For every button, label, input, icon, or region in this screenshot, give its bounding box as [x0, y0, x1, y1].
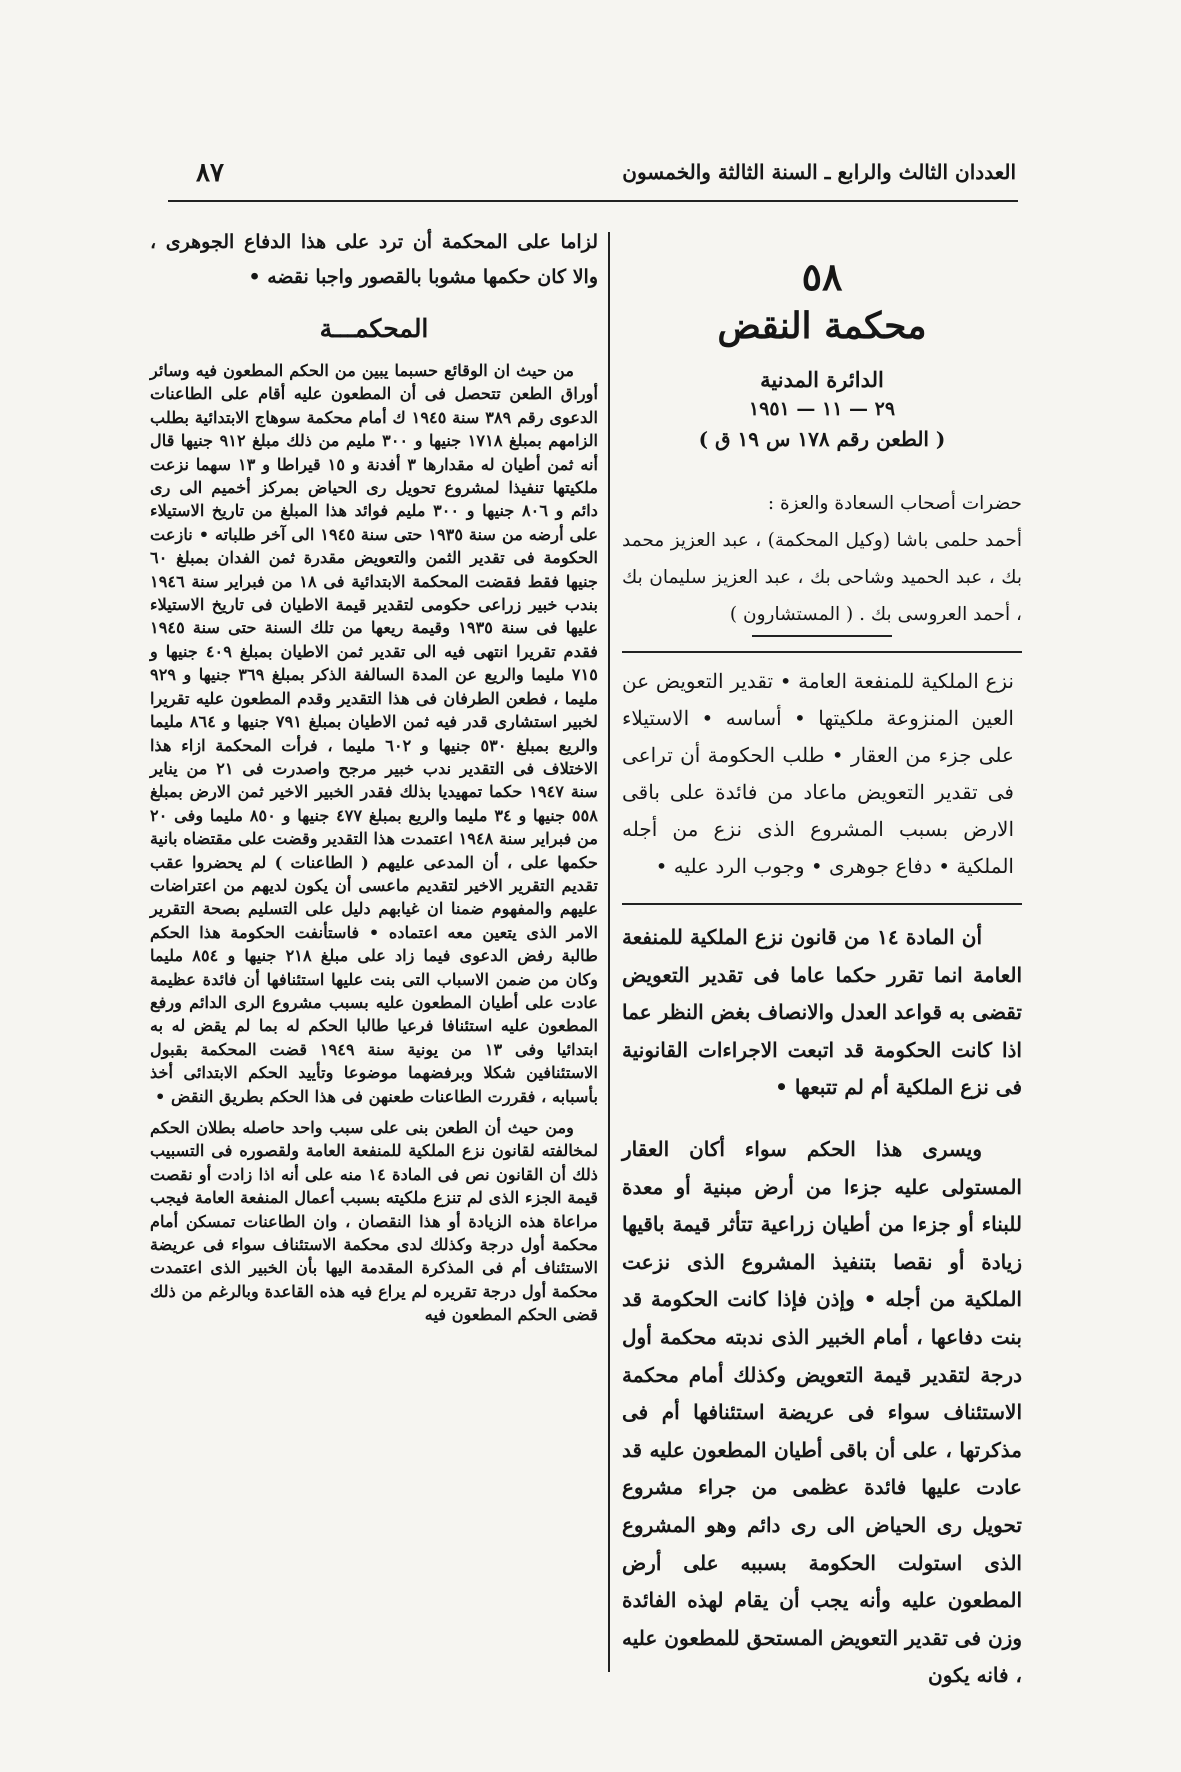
ruling-paragraph: ومن حيث أن الطعن بنى على سبب واحد حاصله بطلان الحكم لمخالفته لقانون نزع الملكية للمنفعة العامة ولقصوره فى التسبيب ذلك أن القانون نص فى المادة ١٤ منه على أنه اذا زادت أو نقصت قيمة الجزء الذى لم تنزع ملكيته بسبب أعمال المنفعة العامة فيجب مراعاة هذه الزيادة أو هذا النقصان ، وان الطاعنات تمسكن أمام محكمة أول درجة وكذلك لدى محكمة الاستئناف سواء فى عريضة الاستئناف أم فى المذكرة المقدمة اليها بأن الخبير الذى اعتمدت محكمة أول درجة تقريره لم يراع فيه هذه القاعدة وبالرغم من ذلك قضى الحكم المطعون فيه: [150, 1118, 599, 1325]
left-column: [150, 225, 598, 1335]
section-heading: المحكمـــة: [319, 314, 429, 343]
judges-divider: [752, 635, 892, 637]
legal-principle: [622, 919, 1022, 1695]
principle-paragraph: أن المادة ١٤ من قانون نزع الملكية للمنفعة العامة انما تقرر حكما عاما فى تقدير التعويض تقضى به قواعد العدل والانصاف بغض النظر عما اذا كانت الحكومة قد اتبعت الاجراءات القانونية فى نزع الملكية أم لم تتبعها •: [622, 925, 1022, 1100]
header-divider: [168, 200, 1018, 202]
page-number: ٨٧: [196, 158, 224, 188]
right-column: [622, 225, 1022, 1719]
running-header: [170, 158, 1016, 200]
ruling-body: [150, 359, 598, 1327]
column-divider: [608, 232, 610, 1672]
chamber-name: الدائرة المدنية: [760, 367, 884, 392]
judges-salutation: حضرات أصحاب السعادة والعزة :: [767, 493, 1022, 514]
ruling-paragraph: من حيث ان الوقائع حسبما يبين من الحكم المطعون فيه وسائر أوراق الطعن تتحصل فى أن المطعون عليه أقام على الطاعنات الدعوى رقم ٣٨٩ سنة ١٩٤٥ ك أمام محكمة سوهاج الابتدائية بطلب الزامهم بمبلغ ١٧١٨ جنيها و ٣٠٠ مليم من ذلك مبلغ ٩١٢ جنيها قال أنه ثمن أطيان له مقدارها ٣ أفدنة و ١٥ قيراطا و ١٣ سهما نزعت ملكيتها تنفيذا لمشروع تحويل رى الحياض بمركز أخميم الى رى دائم و ٨٠٦ جنيها و ٣٠٠ مليم فوائد هذا المبلغ من تاريخ الاستيلاء على أرضه من سنة ١٩٣٥ حتى سنة ١٩٤٥ الى آخر طلباته • نازعت الحكومة فى تقدير الثمن والتعويض مقدرة ثمن الفدان بمبلغ ٦٠ جنيها فقط فقضت المحكمة الابتدائية فى ١٨ من فبراير سنة ١٩٤٦ بندب خبير زراعى حكومى لتقدير قيمة الاطيان فى تاريخ الاستيلاء عليها فى سنة ١٩٣٥ وقيمة ريعها من تلك السنة حتى سنة ١٩٤٥ فقدم تقريرا انتهى فيه الى تقدير ثمن الاطيان بمبلغ ٤٠٩ جنيها و ٧١٥ مليما والريع عن المدة السالفة الذكر بمبلغ ٣٦٩ جنيها و ٩٢٩ مليما ، فطعن الطرفان فى هذا التقدير وقدم المطعون عليه تقريرا لخبير استشارى قدر فيه ثمن الاطيان بمبلغ ٧٩١ جنيها و ٨٦٤ مليما والريع بمبلغ ٥٣٠ جنيها و ٦٠٢ مليما ، فرأت المحكمة ازاء هذا الاختلاف فى التقدير ندب خبير مرجح واصدرت فى ٢١ من يناير سنة ١٩٤٧ حكما تمهيديا بذلك فقدر الخبير الاخير ثمن الارض بمبلغ ٥٥٨ جنيها و ٣٤ مليما والريع بمبلغ ٤٧٧ جنيها و ٨٥٠ مليما وفى ٢٠ من فبراير سنة ١٩٤٨ اعتمدت هذا التقدير وقضت على مقتضاه بانية حكمها على ، أن المدعى عليهم ( الطاعنات ) لم يحضروا عقب تقديم التقرير الاخير لتقديم ماعسى أن يكون لديهم من اعتراضات عليهم والمفهوم ضمنا ان غيابهم دليل على التسليم بصحة التقرير الامر الذى يتعين معه اعتماده • فاستأنفت الحكومة هذا الحكم طالبة رفض الدعوى فيما زاد على مبلغ ٢١٨ جنيها و ٨٥٤ مليما وكان من ضمن الاسباب التى بنت عليها استئنافها أن فائدة عظيمة عادت على أطيان المطعون عليه بسبب مشروع الرى الدائم ورفع المطعون عليه استئنافا فرعيا طالبا الحكم له بما لم يقض له به ابتدائيا وفى ١٣ من يونية سنة ١٩٤٩ قضت المحكمة بقبول الاستئنافين شكلا وبرفضهما موضوعا وتأييد الحكم الابتدائى أخذ بأسبابه ، فقررت الطاعنات طعنهن فى هذا الحكم بطريق النقض •: [150, 361, 599, 1106]
case-summary: نزع الملكية للمنفعة العامة • تقدير التعويض عن العين المنزوعة ملكيتها • أساسه • الاستيلاء على جزء من العقار • طلب الحكومة أن تراعى فى تقدير التعويض ماعاد من فائدة على باقى الارض بسبب المشروع الذى نزع من أجله الملكية • دفاع جوهرى • وجوب الرد عليه •: [622, 669, 1014, 878]
appeal-reference: ( الطعن رقم ١٧٨ س ١٩ ق ): [698, 427, 946, 451]
judges-panel: [622, 485, 1022, 633]
continued-text: لزاما على المحكمة أن ترد على هذا الدفاع الجوهرى ، والا كان حكمها مشوبا بالقصور واجبا نقضه •: [150, 231, 598, 288]
judges-names: أحمد حلمى باشا (وكيل المحكمة) ، عبد العزيز محمد بك ، عبد الحميد وشاحى بك ، عبد العزيز سليمان بك ، أحمد العروسى بك . ( المستشارون ): [622, 530, 1022, 625]
ruling-date: ٢٩ — ١١ — ١٩٥١: [748, 398, 896, 420]
summary-top-divider: [622, 651, 1022, 653]
case-number: ٥٨: [801, 254, 843, 299]
court-name: محكمة النقض: [717, 305, 927, 347]
principle-paragraph: ويسرى هذا الحكم سواء أكان العقار المستولى عليه جزءا من أرض مبنية أو معدة للبناء أو جزءا من أطيان زراعية تتأثر قيمة باقيها زيادة أو نقصا بتنفيذ المشروع الذى نزعت الملكية من أجله • وإذن فإذا كانت الحكومة قد بنت دفاعها ، أمام الخبير الذى ندبته محكمة أول درجة لتقدير قيمة التعويض وكذلك أمام محكمة الاستئناف سواء فى عريضة استئنافها أم فى مذكرتها ، على أن باقى أطيان المطعون عليه قد عادت عليها فائدة عظمى من جراء مشروع تحويل رى الحياض الى رى دائم وهو المشروع الذى استولت الحكومة بسببه على أرض المطعون عليه وأنه يجب أن يقام لهذه الفائدة وزن فى تقدير التعويض المستحق للمطعون عليه ، فانه يكون: [622, 1136, 1022, 1688]
summary-bottom-divider: [622, 903, 1022, 905]
journal-issue-title: العددان الثالث والرابع ـ السنة الثالثة والخمسون: [622, 160, 1016, 184]
